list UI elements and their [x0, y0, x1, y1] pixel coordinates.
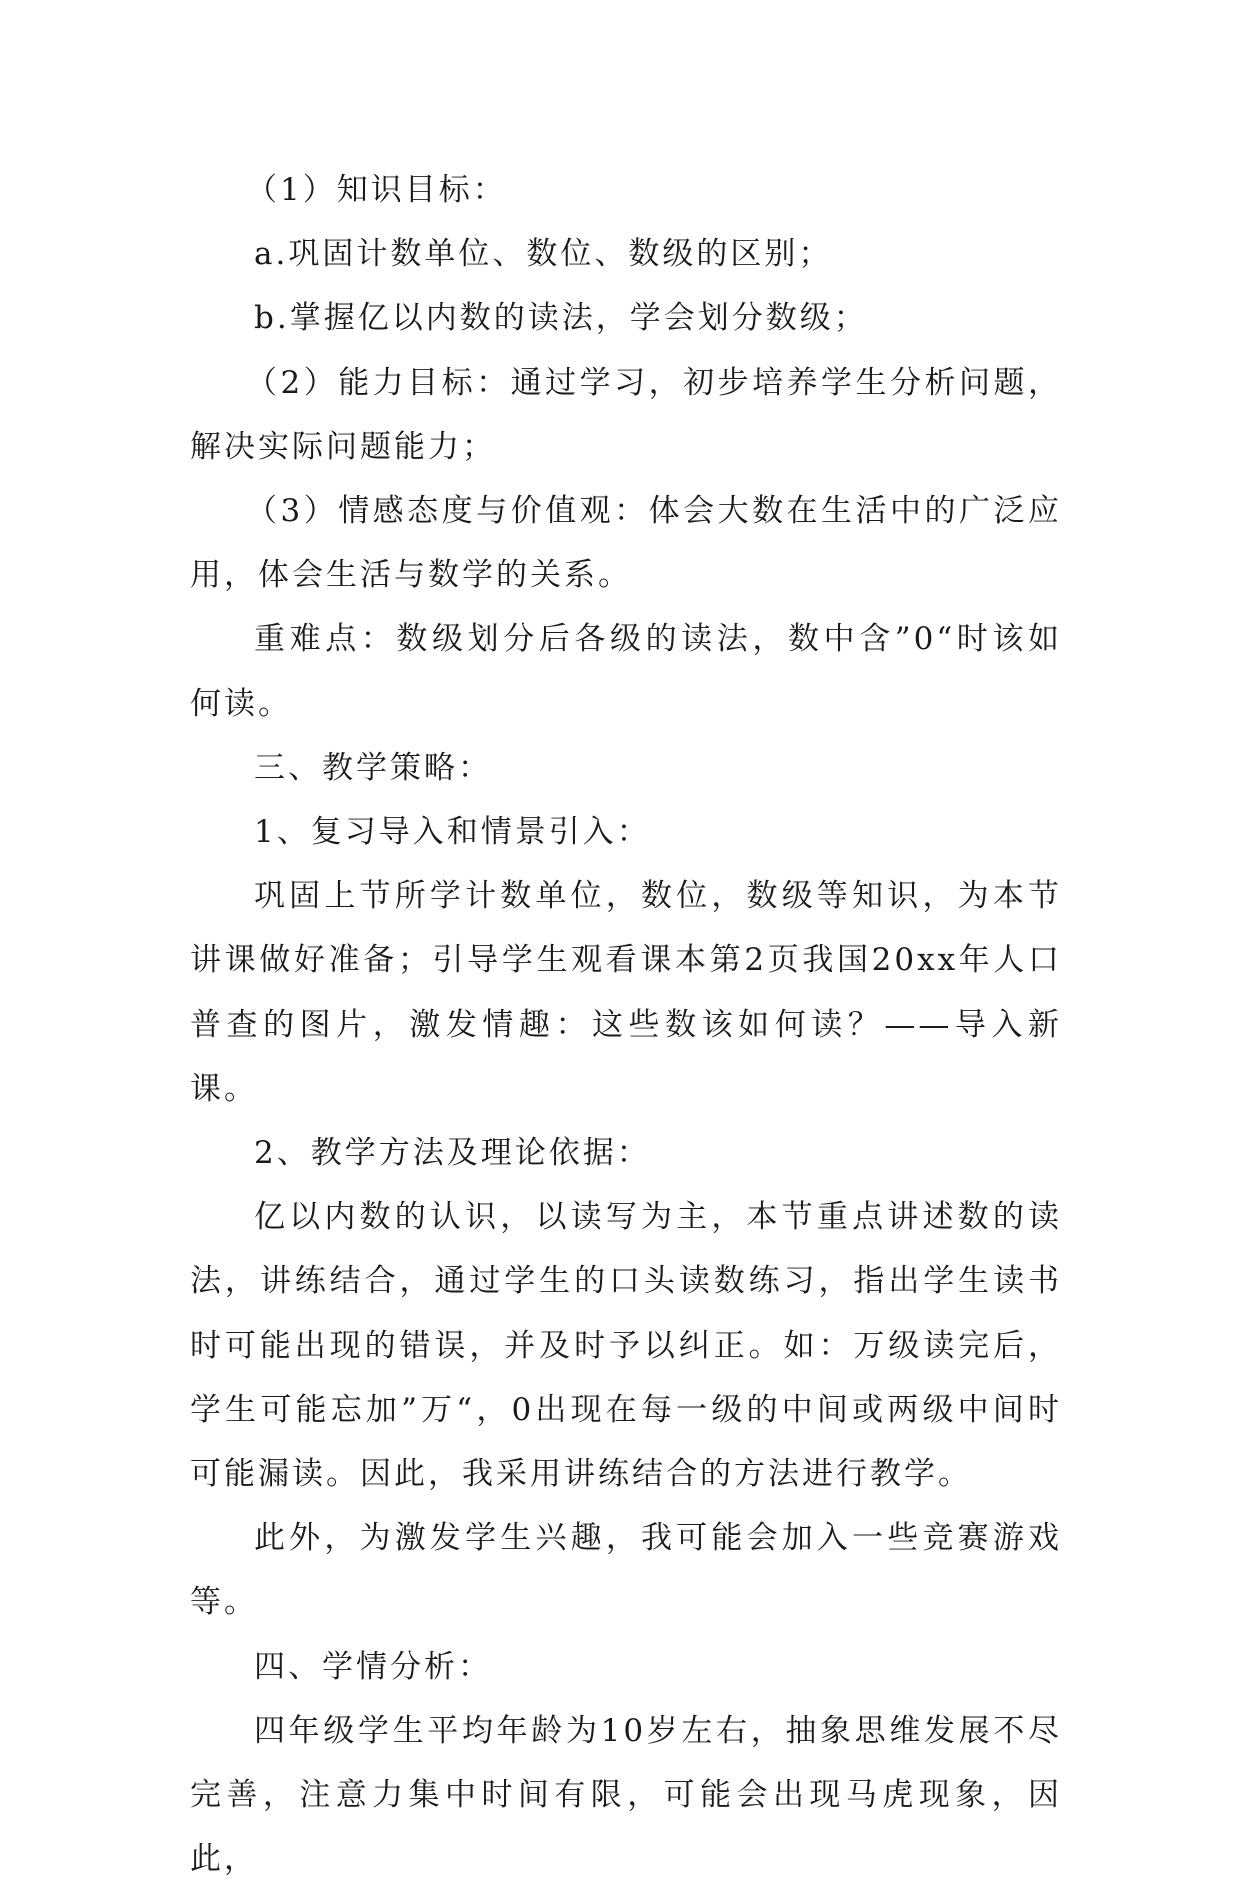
document-body	[190, 158, 1062, 1891]
paragraph-key-difficulty: 重难点：数级划分后各级的读法，数中含”0“时该如何读。	[190, 621, 1062, 722]
paragraph-knowledge-goal: （1）知识目标：	[246, 172, 507, 208]
heading-review-intro: 1、复习导入和情景引入：	[254, 814, 651, 851]
paragraph-review-intro: 巩固上节所学计数单位，数位，数级等知识，为本节讲课做好准备；引导学生观看课本第2页我国20xx年人口普查的图片，激发情趣：这些数该如何读？——导入新课。	[190, 878, 1062, 1107]
paragraph-goal-b: b.掌握亿以内数的读法，学会划分数级；	[254, 300, 868, 337]
paragraph-ability-goal: （2）能力目标：通过学习，初步培养学生分析问题，解决实际问题能力；	[190, 364, 1062, 465]
heading-teaching-strategy: 三、教学策略：	[254, 749, 492, 786]
paragraph-teaching-method: 亿以内数的认识，以读写为主，本节重点讲述数的读法，讲练结合，通过学生的口头读数练习，指出学生读书时可能出现的错误，并及时予以纠正。如：万级读完后，学生可能忘加”万“，0出现在每一级的中间或两级中间时可能漏读。因此，我采用讲练结合的方法进行教学。	[190, 1199, 1062, 1493]
paragraph-games: 此外，为激发学生兴趣，我可能会加入一些竞赛游戏等。	[190, 1520, 1062, 1621]
paragraph-student-analysis: 四年级学生平均年龄为10岁左右，抽象思维发展不尽完善，注意力集中时间有限，可能会出现马虎现象，因此，	[190, 1712, 1062, 1878]
heading-student-analysis: 四、学情分析：	[254, 1648, 492, 1685]
paragraph-emotion-goal: （3）情感态度与价值观：体会大数在生活中的广泛应用，体会生活与数学的关系。	[190, 493, 1062, 594]
paragraph-goal-a: a.巩固计数单位、数位、数级的区别；	[254, 236, 833, 273]
heading-teaching-method: 2、教学方法及理论依据：	[254, 1135, 651, 1172]
